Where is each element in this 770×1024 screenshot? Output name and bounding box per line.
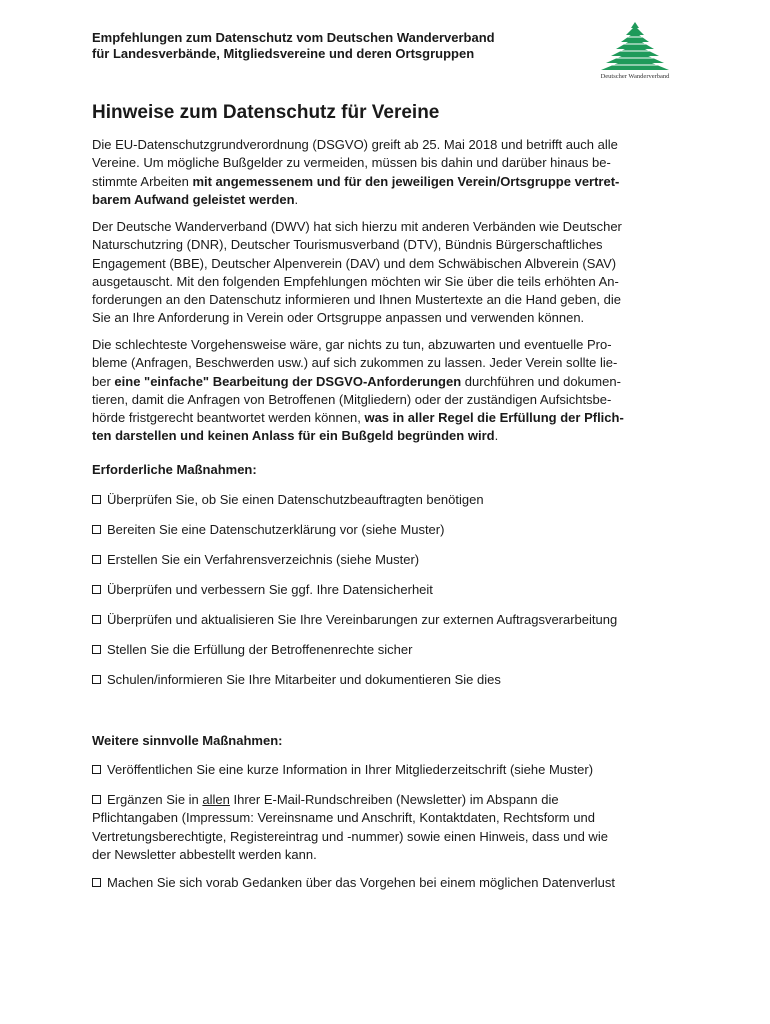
checkbox-icon[interactable] <box>92 525 101 534</box>
text-line: Der Deutsche Wanderverband (DWV) hat sich hierzu mit anderen Verbänden wie Deutscher <box>92 219 622 234</box>
text-line <box>92 191 692 209</box>
dwv-paragraph <box>92 218 692 328</box>
checklist-item-label: Überprüfen und verbessern Sie ggf. Ihre Datensicherheit <box>107 582 433 597</box>
text-line <box>92 373 692 391</box>
checklist-item-label: Erstellen Sie ein Verfahrensverzeichnis (siehe Muster) <box>107 552 420 567</box>
checkbox-icon[interactable] <box>92 765 101 774</box>
text-segment: . <box>494 428 499 444</box>
text-segment: durchführen und dokumen- <box>461 373 621 389</box>
checkbox-icon[interactable] <box>92 585 101 594</box>
checkbox-icon[interactable] <box>92 675 101 684</box>
text-line <box>92 791 608 809</box>
checklist-item <box>92 551 419 569</box>
checklist-item-label: Überprüfen und aktualisieren Sie Ihre Vereinbarungen zur externen Auftragsverarbeitung <box>107 612 618 627</box>
text-line: Die schlechteste Vorgehensweise wäre, gar nichts zu tun, abzuwarten und eventuelle Pro- <box>92 337 612 352</box>
text-line: tieren, damit die Anfragen von Betroffenen (Mitgliedern) oder der zuständigen Aufsichtsbe- <box>92 391 612 407</box>
text-line: bleme (Anfragen, Beschwerden usw.) auf sich zukommen zu lassen. Jeder Verein sollte lie- <box>92 355 618 371</box>
header-line-1: Empfehlungen zum Datenschutz vom Deutschen Wanderverband <box>92 30 495 45</box>
text-line: Vertretungsberechtigte, Registereintrag und -nummer) sowie einen Hinweis, dass und wie <box>92 828 608 844</box>
checklist-item-label: Schulen/informieren Sie Ihre Mitarbeiter und dokumentieren Sie dies <box>107 672 501 687</box>
bold-text: ten darstellen und keinen Anlass für ein Bußgeld begründen wird <box>92 428 495 444</box>
header-line-2: für Landesverbände, Mitgliedsvereine und deren Ortsgruppen <box>92 46 475 61</box>
text-line: Engagement (BBE), Deutscher Alpenverein (DAV) und dem Schwäbischen Albverein (SAV) <box>92 255 617 271</box>
checklist-item-label: Veröffentlichen Sie eine kurze Information in Ihrer Mitgliederzeitschrift (siehe Muster) <box>107 762 594 777</box>
text-line <box>92 409 692 427</box>
text-line: forderungen an den Datenschutz informieren und Ihnen Mustertexte an die Hand geben, die <box>92 292 622 308</box>
text-line: der Newsletter abbestellt werden kann. <box>92 846 317 862</box>
text-line: Pflichtangaben (Impressum: Vereinsname und Anschrift, Kontaktdaten, Rechtsform und <box>92 810 595 826</box>
checkbox-icon[interactable] <box>92 878 101 887</box>
text-line: Sie an Ihre Anforderung in Verein oder Ortsgruppe anpassen und verwenden können. <box>92 310 585 326</box>
logo-caption: Deutscher Wanderverband <box>600 73 670 80</box>
text-segment: . <box>294 191 299 207</box>
checklist-item <box>92 491 484 509</box>
text-segment: hörde fristgerecht beantwortet werden können, <box>92 410 365 426</box>
document-header <box>92 30 562 62</box>
text-line <box>92 427 692 445</box>
checklist-item <box>92 874 615 892</box>
required-measures-heading: Erforderliche Maßnahmen: <box>92 462 257 477</box>
underlined-text: allen <box>202 792 230 807</box>
checklist-item-label: Bereiten Sie eine Datenschutzerklärung vor (siehe Muster) <box>107 522 445 537</box>
text-segment: Ihrer E-Mail-Rundschreiben (Newsletter) im Abspann die <box>229 792 559 807</box>
text-line: Naturschutzring (DNR), Deutscher Tourismusverband (DTV), Bündnis Bürgerschaftliches <box>92 237 603 253</box>
checkbox-icon[interactable] <box>92 615 101 624</box>
text-line: Die EU-Datenschutzgrundverordnung (DSGVO) greift ab 25. Mai 2018 und betrifft auch alle <box>92 137 618 152</box>
page-title: Hinweise zum Datenschutz für Vereine <box>92 102 440 123</box>
bold-text: was in aller Regel die Erfüllung der Pflich- <box>364 410 624 426</box>
checklist-item <box>92 611 617 629</box>
checklist-item <box>92 761 593 779</box>
bold-text: eine "einfache" Bearbeitung der DSGVO-Anforderungen <box>114 373 462 389</box>
checkbox-icon[interactable] <box>92 795 101 804</box>
intro-paragraph <box>92 136 692 209</box>
checklist-item-label: Stellen Sie die Erfüllung der Betroffenenrechte sicher <box>107 642 413 657</box>
text-segment: Ergänzen Sie in <box>107 792 203 807</box>
bold-text: mit angemessenem und für den jeweiligen Verein/Ortsgruppe vertret- <box>192 173 620 189</box>
text-line: Vereine. Um mögliche Bußgelder zu vermeiden, müssen bis dahin und darüber hinaus be- <box>92 155 611 171</box>
checkbox-icon[interactable] <box>92 645 101 654</box>
checklist-item <box>92 791 608 864</box>
bold-text: barem Aufwand geleistet werden <box>92 191 295 207</box>
checklist-item <box>92 521 444 539</box>
checklist-item-label: Überprüfen Sie, ob Sie einen Datenschutzbeauftragten benötigen <box>107 492 484 507</box>
checkbox-icon[interactable] <box>92 555 101 564</box>
approach-paragraph <box>92 336 692 446</box>
checkbox-icon[interactable] <box>92 495 101 504</box>
checklist-item-label: Machen Sie sich vorab Gedanken über das Vorgehen bei einem möglichen Datenverlust <box>107 875 616 890</box>
checklist-item <box>92 671 501 689</box>
text-line: ausgetauscht. Mit den folgenden Empfehlungen möchten wir Sie über die teils erhöhten An- <box>92 273 619 289</box>
checklist-item <box>92 581 433 599</box>
further-measures-heading: Weitere sinnvolle Maßnahmen: <box>92 733 283 748</box>
text-segment: stimmte Arbeiten <box>92 173 193 189</box>
text-segment: ber <box>92 373 115 389</box>
checklist-item <box>92 641 412 659</box>
text-line <box>92 173 692 191</box>
